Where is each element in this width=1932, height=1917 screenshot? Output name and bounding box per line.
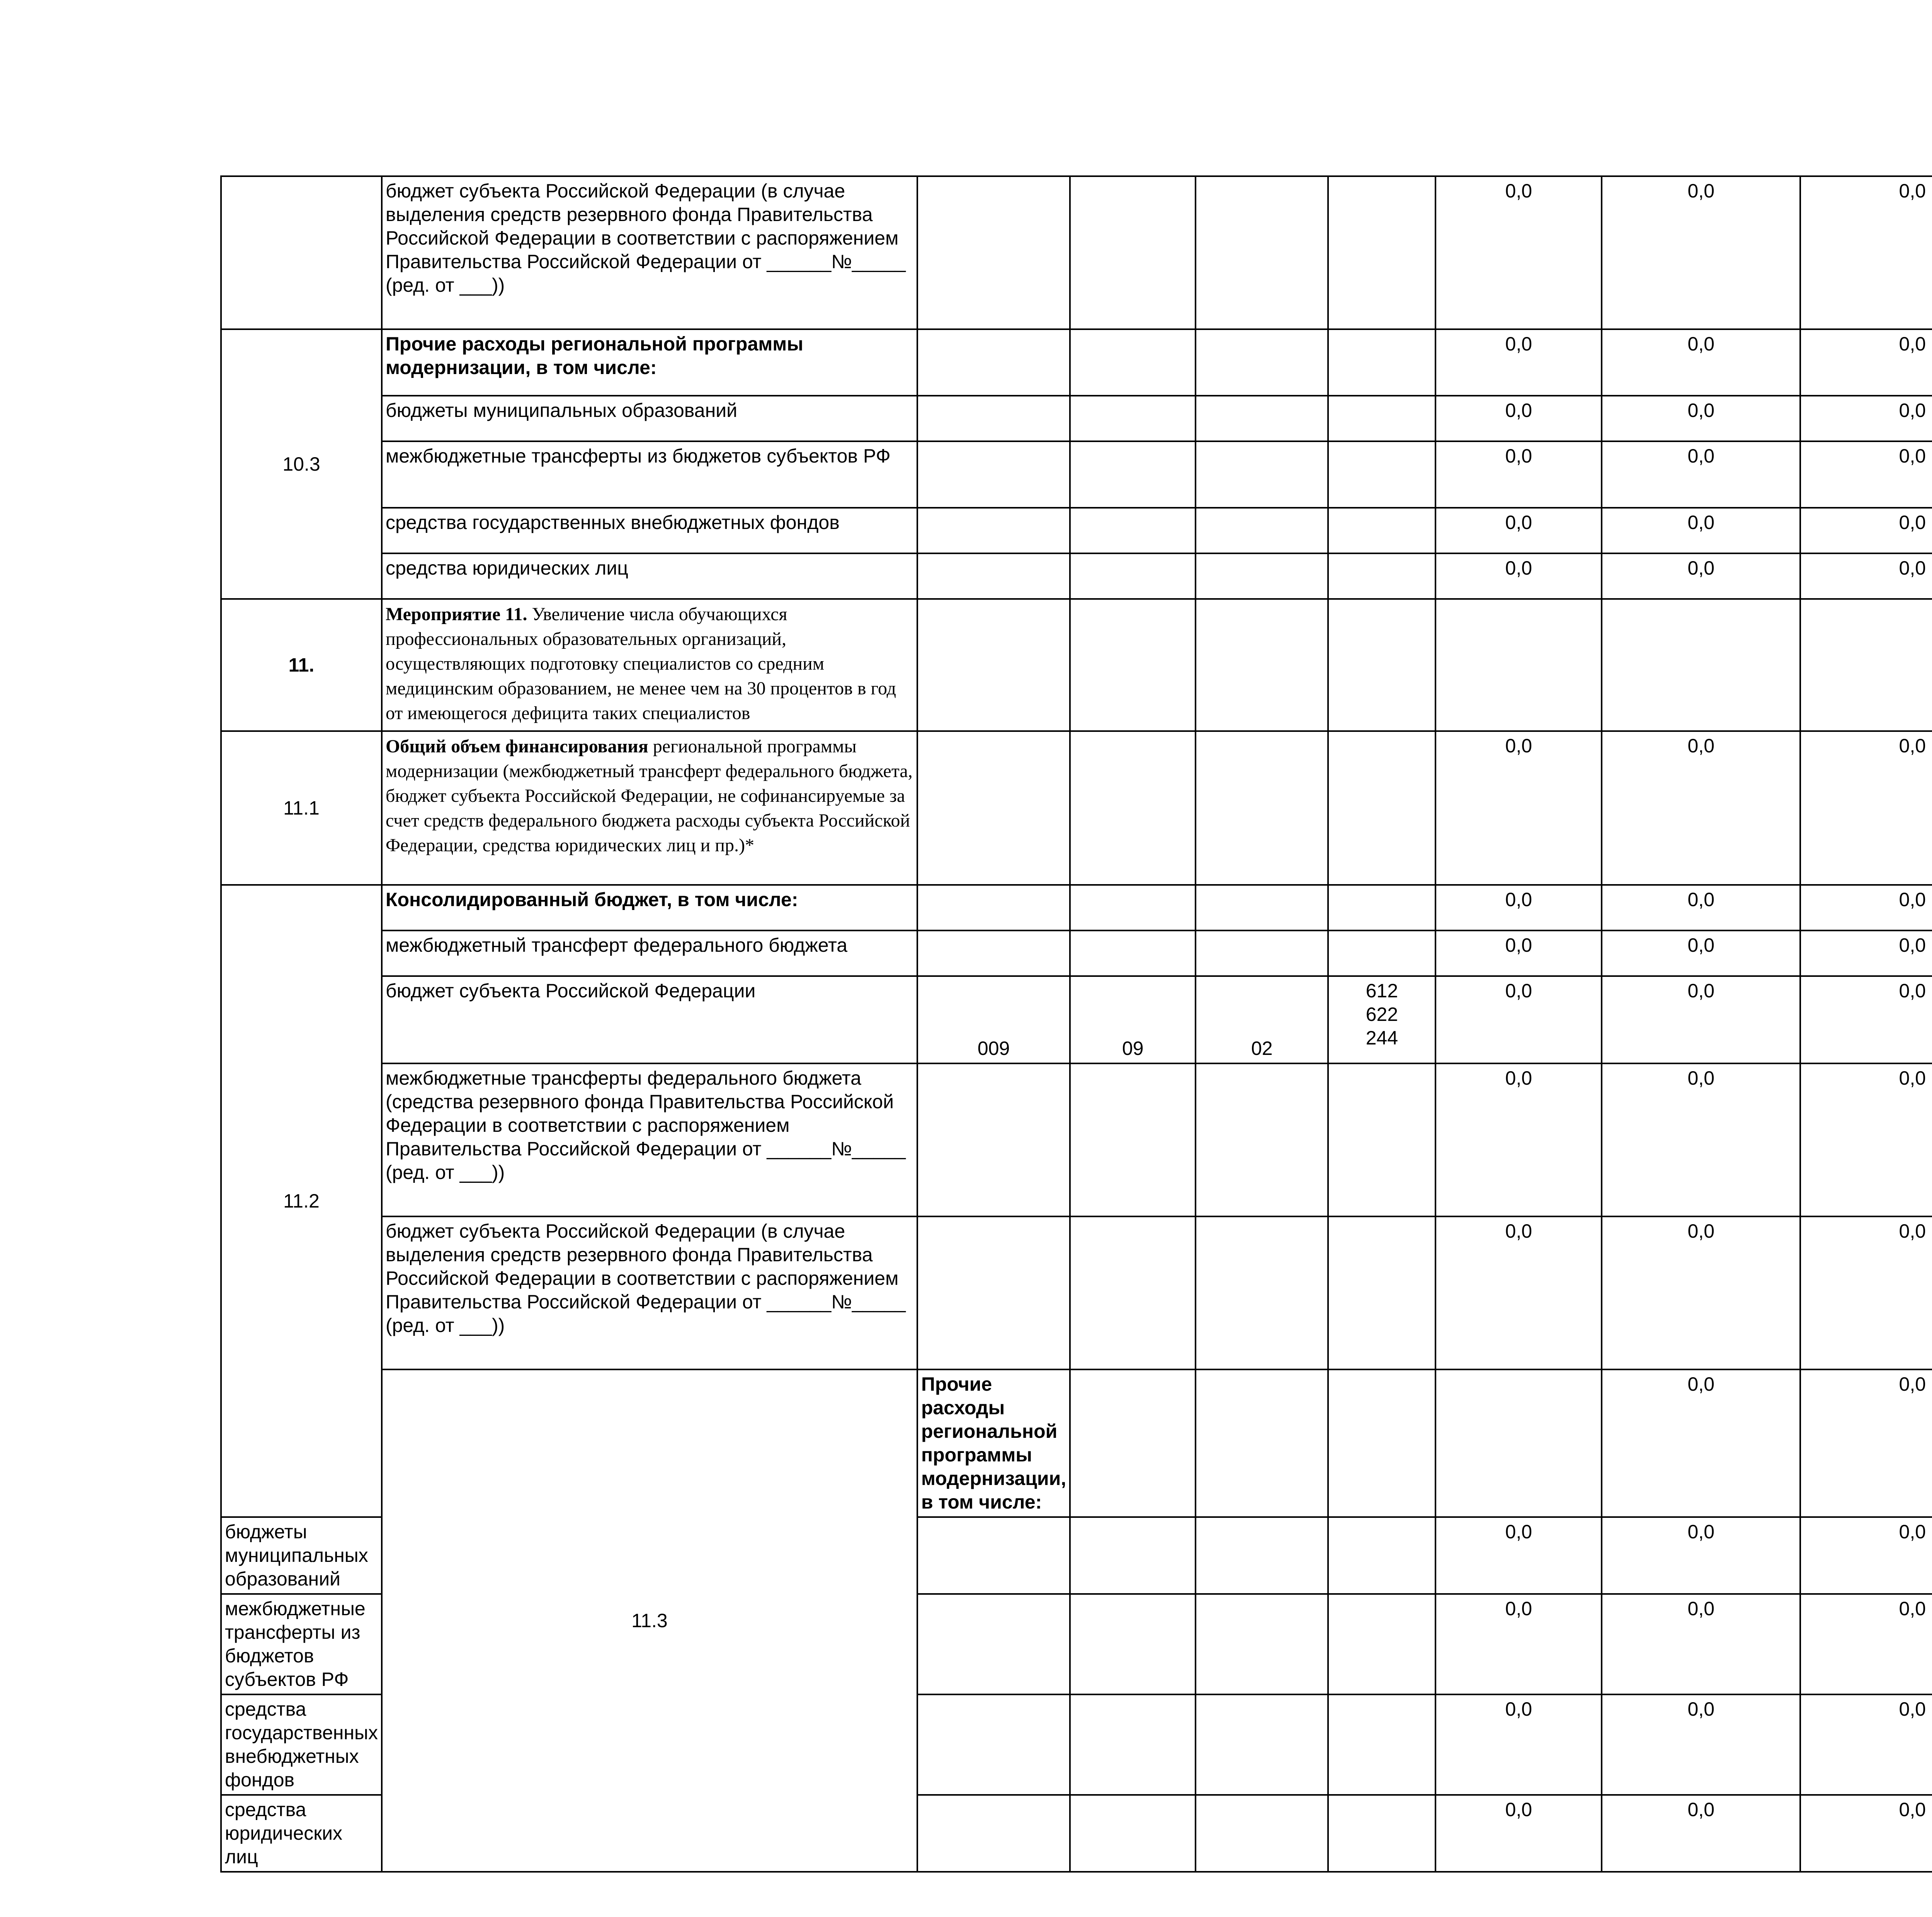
code-cell [1070,553,1196,599]
table-row [221,976,1932,1063]
value-cell: 0,0 [1800,885,1932,930]
row-label: средства государственных внебюджетных фондов [221,1694,382,1795]
code-cell [1070,930,1196,976]
code-cell [917,930,1070,976]
code-cell [1328,885,1435,930]
code-cell [917,1063,1070,1216]
value-cell: 0,0 [1435,441,1602,508]
code-cell [917,441,1070,508]
code-cell [1196,396,1328,441]
row-number: 11.3 [382,1369,917,1872]
code-cell [1070,885,1196,930]
value-cell: 0,0 [1602,976,1800,1063]
row-label: Консолидированный бюджет, в том числе: [382,885,917,930]
code-cell [1328,1594,1435,1694]
value-cell: 0,0 [1800,1517,1932,1594]
value-cell: 0,0 [1435,1063,1602,1216]
value-cell: 0,0 [1800,508,1932,553]
table-row [221,599,1932,731]
code-cell [917,1694,1070,1795]
value-cell: 0,0 [1435,1795,1602,1872]
code-cell [1070,599,1196,731]
value-cell: 0,0 [1800,441,1932,508]
row-label: Прочие расходы региональной программы модернизации, в том числе: [917,1369,1070,1517]
value-cell: 0,0 [1602,508,1800,553]
row-label: межбюджетные трансферты из бюджетов субъектов РФ [221,1594,382,1694]
code-cell [1328,1216,1435,1369]
row-label [382,599,917,731]
value-cell: 0,0 [1800,1594,1932,1694]
value-cell: 0,0 [1602,553,1800,599]
table-body [221,176,1932,1872]
row-number [221,176,382,329]
value-cell: 0,0 [1435,1594,1602,1694]
code-cell [1328,599,1435,731]
value-cell: 0,0 [1800,1063,1932,1216]
row-label: бюджеты муниципальных образований [221,1517,382,1594]
code-cell [1196,599,1328,731]
value-cell: 0,0 [1435,176,1602,329]
code-cell [917,599,1070,731]
code-cell [1435,1369,1602,1517]
value-cell: 0,0 [1800,930,1932,976]
value-cell: 0,0 [1602,396,1800,441]
row-label: межбюджетные трансферты из бюджетов субъектов РФ [382,441,917,508]
code-cell [1328,396,1435,441]
value-cell: 0,0 [1435,930,1602,976]
value-cell: 0,0 [1435,1694,1602,1795]
table-row [221,885,1932,930]
code-cell [1196,1063,1328,1216]
code-cell [1196,1694,1328,1795]
value-cell: 0,0 [1435,553,1602,599]
row-label: межбюджетный трансферт федерального бюджета [382,930,917,976]
code-cell [1070,1517,1196,1594]
value-cell: 0,0 [1602,441,1800,508]
table-row [221,553,1932,599]
row-label-text: Увеличение числа обучающихся профессиональных образовательных организаций, осуществляющих подготовку специалистов со средним медицинским образованием, не менее чем на 30 процентов в год от имеющегося дефицита таких специалистов [385,604,896,723]
value-cell: 0,0 [1602,1694,1800,1795]
table-row [221,930,1932,976]
code-cell [917,885,1070,930]
table-row [221,441,1932,508]
code-cell [1196,329,1328,396]
value-cell: 0,0 [1800,1369,1932,1517]
value-cell: 0,0 [1602,176,1800,329]
value-cell: 0,0 [1800,1216,1932,1369]
row-label: Прочие расходы региональной программы модернизации, в том числе: [382,329,917,396]
code-cell [1196,176,1328,329]
code-cell [1196,1517,1328,1594]
value-cell: 0,0 [1602,1594,1800,1694]
code-cell: 09 [1070,976,1196,1063]
value-cell: 0,0 [1435,396,1602,441]
code-cell [917,731,1070,885]
code-cell: 612 622 244 [1328,976,1435,1063]
code-cell [1196,1216,1328,1369]
table-row [221,1216,1932,1369]
code-cell [1328,1063,1435,1216]
code-cell [917,1216,1070,1369]
table-row [221,1063,1932,1216]
code-cell [1070,329,1196,396]
row-label: средства юридических лиц [382,553,917,599]
code-cell [1070,396,1196,441]
code-cell [1070,441,1196,508]
budget-table [220,175,1932,1873]
row-label: бюджет субъекта Российской Федерации [382,976,917,1063]
row-label: межбюджетные трансферты федерального бюджета (средства резервного фонда Правительства Российской Федерации в соответствии с распоряжением Правительства Российской Федерации от ______№_____ (ред. от ___)) [382,1063,917,1216]
value-cell [1602,599,1800,731]
code-cell [1070,1795,1196,1872]
code-cell [1070,176,1196,329]
row-label-text: региональной программы модернизации (межбюджетный трансферт федерального бюджета, бюджет субъекта Российской Федерации, не софинансируемые за счет средств федерального бюджета расходы субъекта Российской Федерации, средства юридических лиц и пр.)* [385,736,913,856]
row-number: 11. [221,599,382,731]
value-cell: 0,0 [1602,1517,1800,1594]
code-cell [1328,1694,1435,1795]
value-cell: 0,0 [1800,553,1932,599]
code-cell [917,329,1070,396]
code-cell [1328,329,1435,396]
code-cell [1070,1369,1196,1517]
row-number: 11.2 [221,885,382,1517]
code-cell [1070,1594,1196,1694]
value-cell: 0,0 [1800,976,1932,1063]
value-cell: 0,0 [1800,396,1932,441]
row-label-lead: Мероприятие 11. [385,604,527,624]
value-cell: 0,0 [1602,1063,1800,1216]
row-label: бюджет субъекта Российской Федерации (в случае выделения средств резервного фонда Правительства Российской Федерации в соответствии с распоряжением Правительства Российской Федерации от ______№_____ (ред. от ___)) [382,1216,917,1369]
row-label-lead: Общий объем финансирования [385,736,648,757]
code-cell [917,176,1070,329]
code-cell [1196,1369,1328,1517]
value-cell: 0,0 [1435,1216,1602,1369]
code-cell [1070,731,1196,885]
table-row [221,329,1932,396]
value-cell: 0,0 [1435,731,1602,885]
code-cell [1328,930,1435,976]
code-cell [1328,441,1435,508]
row-label: средства государственных внебюджетных фондов [382,508,917,553]
code-cell [1328,508,1435,553]
value-cell [1435,599,1602,731]
value-cell: 0,0 [1602,731,1800,885]
table-row [221,731,1932,885]
value-cell: 0,0 [1602,1795,1800,1872]
value-cell: 0,0 [1435,329,1602,396]
code-cell [917,396,1070,441]
code-cell [1328,1369,1435,1517]
code-cell [917,1517,1070,1594]
code-cell [1196,930,1328,976]
code-cell: 02 [1196,976,1328,1063]
value-cell: 0,0 [1800,176,1932,329]
value-cell: 0,0 [1602,329,1800,396]
row-label [382,731,917,885]
value-cell: 0,0 [1435,1517,1602,1594]
value-cell: 0,0 [1800,1694,1932,1795]
code-cell [1196,553,1328,599]
code-cell [917,1594,1070,1694]
code-cell [1070,508,1196,553]
value-cell: 0,0 [1602,1369,1800,1517]
value-cell: 0,0 [1435,976,1602,1063]
code-cell [1196,731,1328,885]
code-cell [1070,1694,1196,1795]
code-cell [917,553,1070,599]
code-cell [1070,1216,1196,1369]
value-cell: 0,0 [1602,930,1800,976]
row-number: 10.3 [221,329,382,599]
row-number: 11.1 [221,731,382,885]
code-cell [1328,176,1435,329]
value-cell: 0,0 [1602,1216,1800,1369]
value-cell: 0,0 [1435,508,1602,553]
table-row [221,396,1932,441]
code-cell [1196,441,1328,508]
code-cell [1070,1063,1196,1216]
value-cell: 0,0 [1800,1795,1932,1872]
row-label: бюджеты муниципальных образований [382,396,917,441]
value-cell: 0,0 [1800,731,1932,885]
value-cell: 0,0 [1800,329,1932,396]
code-cell [1196,1594,1328,1694]
code-cell [1196,885,1328,930]
code-cell [917,1795,1070,1872]
code-cell [1328,553,1435,599]
code-cell [917,508,1070,553]
code-cell [1196,508,1328,553]
row-label: бюджет субъекта Российской Федерации (в случае выделения средств резервного фонда Правительства Российской Федерации в соответствии с распоряжением Правительства Российской Федерации от ______№_____ (ред. от ___)) [382,176,917,329]
table-row [221,1369,1932,1517]
code-cell [1328,1795,1435,1872]
code-cell [1328,1517,1435,1594]
row-label: средства юридических лиц [221,1795,382,1872]
code-cell: 009 [917,976,1070,1063]
code-cell [1196,1795,1328,1872]
table-row [221,176,1932,329]
value-cell [1800,599,1932,731]
code-cell [1328,731,1435,885]
value-cell: 0,0 [1435,885,1602,930]
value-cell: 0,0 [1602,885,1800,930]
table-row [221,508,1932,553]
